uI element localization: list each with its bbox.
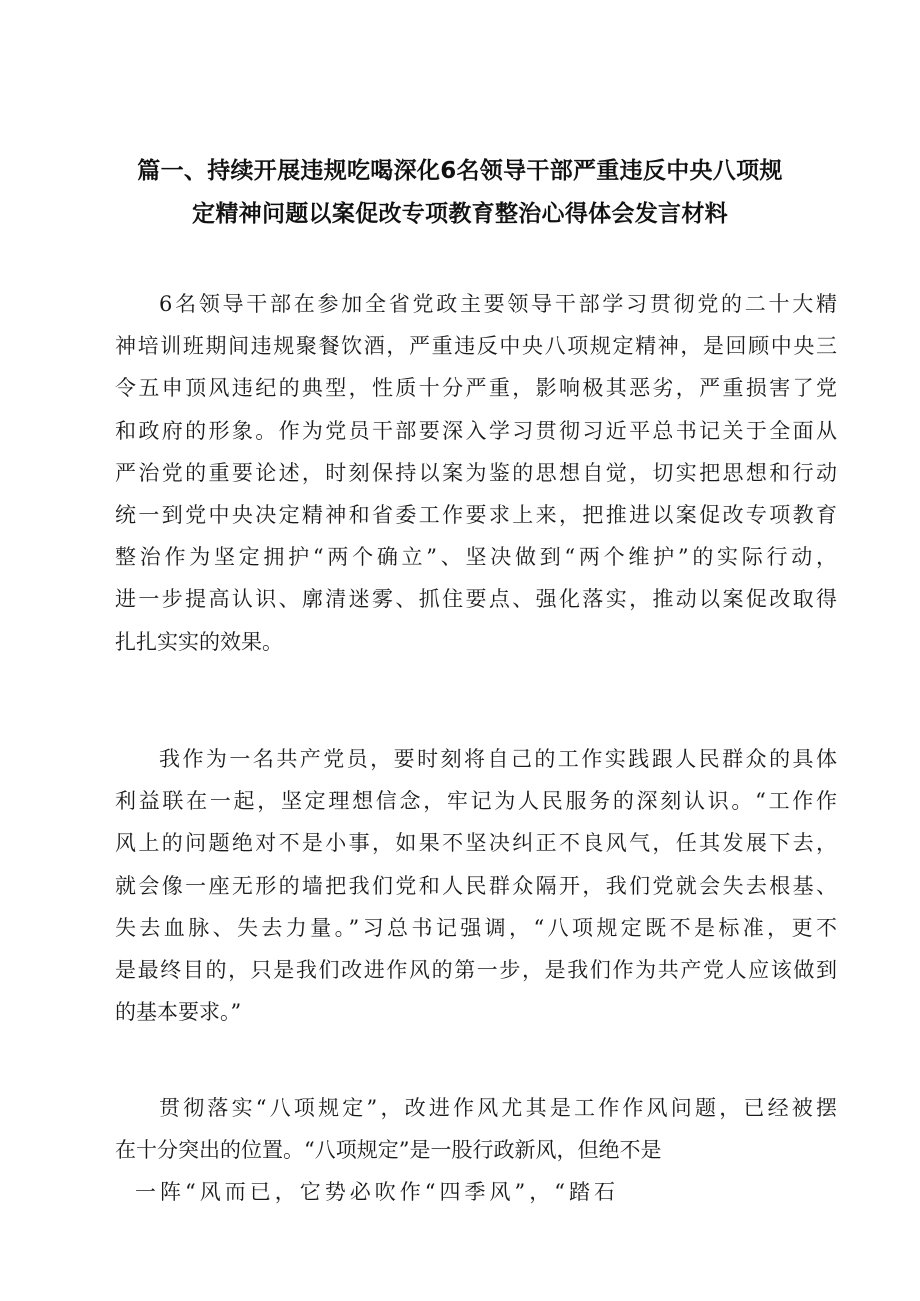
paragraph-line: 我作为一名共产党员，要时刻将自己的工作实践跟人民群众的具体 [159,747,837,771]
paragraph-line: 就会像一座无形的墙把我们党和人民群众隔开，我们党就会失去根基、 [115,873,837,898]
title-line-2: 定精神问题以案促改专项教育整治心得体会发言材料 [192,201,728,227]
paragraph-line: 严治党的重要论述，时刻保持以案为鉴的思想自觉，切实把思想和行动 [115,460,837,485]
paragraph-2 [115,738,837,1033]
document-title [110,150,810,236]
paragraph-line: 整治作为坚定拥护“两个确立”、坚决做到“两个维护”的实际行动， [115,545,837,570]
paragraph-line: 和政府的形象。作为党员干部要深入学习贯彻习近平总书记关于全面从 [115,418,837,443]
paragraph-line: 在十分突出的位置。“八项规定”是一股行政新风，但绝不是 [115,1138,662,1163]
paragraph-line: 利益联在一起，坚定理想信念，牢记为人民服务的深刻认识。“工作作 [115,789,837,814]
paragraph-line: 风上的问题绝对不是小事，如果不坚决纠正不良风气，任其发展下去， [115,831,837,856]
paragraph-line: 进一步提高认识、廓清迷雾、抓住要点、强化落实，推动以案促改取得 [115,587,837,612]
paragraph-line: 令五申顶风违纪的典型，性质十分严重，影响极其恶劣，严重损害了党 [115,376,837,401]
paragraph-line: 的基本要求。” [115,1000,242,1025]
paragraph-line: 一阵“风而已，它势必吹作“四季风”，“踏石 [135,1180,619,1205]
paragraph-line: 贯彻落实“八项规定”，改进作风尤其是工作作风问题，已经被摆 [159,1096,837,1120]
paragraph-line: 6名领导干部在参加全省党政主要领导干部学习贯彻党的二十大精 [159,292,837,316]
paragraph-line: 失去血脉、失去力量。”习总书记强调，“八项规定既不是标准，更不 [115,915,837,940]
paragraph-line: 是最终目的，只是我们改进作风的第一步，是我们作为共产党人应该做到 [115,958,837,983]
paragraph-1 [115,283,837,663]
paragraph-line: 神培训班期间违规聚餐饮酒，严重违反中央八项规定精神，是回顾中央三 [115,334,837,359]
paragraph-line: 扎扎实实的效果。 [115,629,283,654]
title-line-1: 篇一、持续开展违规吃喝深化6名领导干部严重违反中央八项规 [137,158,783,184]
paragraph-3 [115,1087,837,1214]
paragraph-line: 统一到党中央决定精神和省委工作要求上来，把推进以案促改专项教育 [115,503,837,528]
